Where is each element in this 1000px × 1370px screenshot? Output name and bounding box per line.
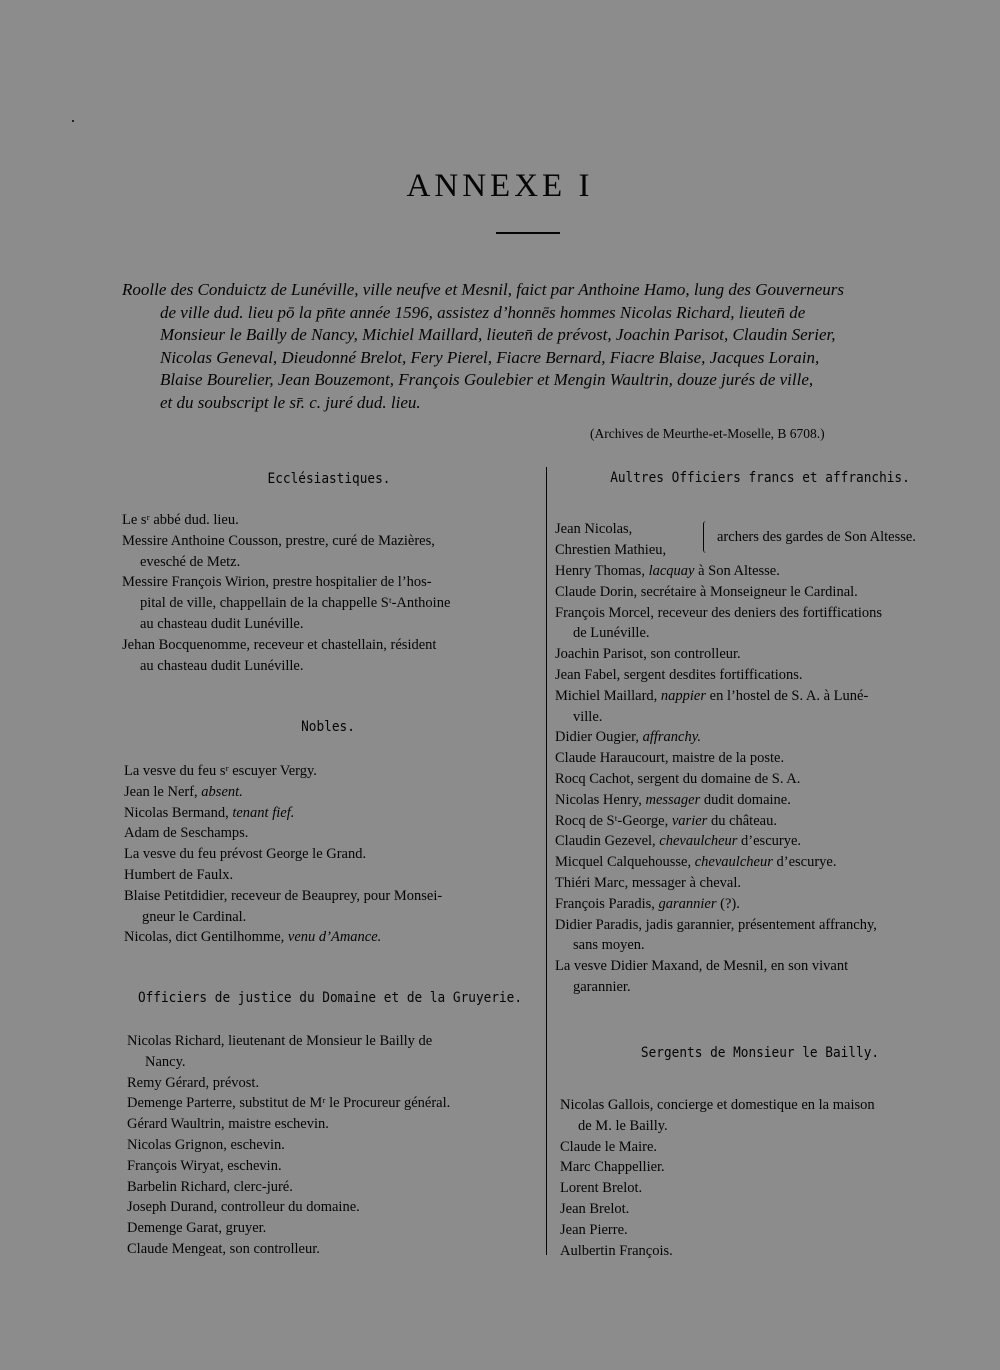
list-item (555, 894, 882, 915)
list-item-text: pital de ville, chappellain de la chappelle Sᵗ-Anthoine (140, 595, 451, 612)
list-item (555, 748, 882, 769)
list-item (555, 603, 882, 624)
list-item-text: Blaise Petitdidier, receveur de Beauprey, pour Monsei- (124, 887, 443, 904)
section-title-ecclesiastiques: Ecclésiastiques. (267, 471, 391, 487)
list-ecclesiastiques (122, 510, 450, 676)
list-item-text: Remy Gérard, prévost. (127, 1074, 260, 1091)
list-item-text: Claudin Gezevel, (555, 833, 660, 850)
list-item (124, 803, 442, 824)
list-item-text: Marc Chappellier. (560, 1159, 665, 1176)
list-item-text: Demenge Parterre, substitut de Mʳ le Procureur général. (127, 1095, 451, 1112)
list-item (122, 593, 450, 614)
list-item-text-after: en l’hostel de S. A. à Luné- (706, 687, 869, 704)
list-aultres-officiers (555, 519, 916, 998)
list-item-text: Adam de Seschamps. (124, 825, 249, 842)
list-item (124, 782, 442, 803)
list-item (122, 656, 450, 677)
list-item (555, 623, 882, 644)
list-item-text: Nicolas, dict Gentilhomme, (124, 929, 288, 946)
list-item-text-after: dudit domaine. (700, 791, 791, 808)
list-item-text: Demenge Garat, gruyer. (127, 1220, 267, 1237)
list-item (555, 665, 882, 686)
list-item (122, 531, 450, 552)
list-item (124, 844, 442, 865)
list-item: Jean Nicolas, (555, 521, 633, 537)
list-item-text: Lorent Brelot. (560, 1180, 643, 1197)
list-item-text: Nancy. (145, 1053, 186, 1070)
list-item-emphasis: messager (645, 791, 701, 808)
list-item-text: Nicolas Grignon, eschevin. (127, 1136, 285, 1153)
list-item-text: François Wiryat, eschevin. (127, 1157, 282, 1174)
list-item-text: Joachin Parisot, son controlleur. (555, 646, 741, 663)
list-item-text: Nicolas Bermand, (124, 804, 233, 821)
list-item (555, 707, 882, 728)
list-item (555, 561, 882, 582)
list-item-text: Claude Haraucourt, maistre de la poste. (555, 750, 785, 767)
list-item-text: Jean Pierre. (560, 1221, 628, 1238)
list-item (124, 886, 442, 907)
list-item (122, 614, 450, 635)
list-item-text: ville. (573, 708, 603, 725)
intro-line: et du soubscript le sr̄. c. juré dud. lieu. (160, 392, 421, 412)
list-item (127, 1218, 450, 1239)
list-item-text: Claude Dorin, secrétaire à Monseigneur le Cardinal. (555, 583, 858, 600)
list-item (124, 927, 442, 948)
list-item-text: Jehan Bocquenomme, receveur et chastellain, résident (122, 636, 437, 653)
list-item (127, 1197, 450, 1218)
list-item-text: Le sʳ abbé dud. lieu. (122, 512, 239, 528)
section-title-officiers-justice: Officiers de justice du Domaine et de la Gruyerie. (137, 990, 523, 1006)
list-item-text: Aulbertin François. (560, 1242, 673, 1259)
list-item (555, 582, 882, 603)
list-item-emphasis: absent. (201, 783, 243, 800)
list-item (560, 1199, 875, 1220)
list-item-text: de M. le Bailly. (578, 1117, 668, 1134)
list-item-emphasis: lacquay (648, 563, 695, 579)
list-item-text: Gérard Waultrin, maistre eschevin. (127, 1116, 329, 1133)
list-item-text: Nicolas Henry, (555, 791, 646, 808)
list-item (127, 1177, 450, 1198)
list-item-text: Jean Fabel, sergent desdites fortiffications. (555, 666, 803, 683)
list-item-text-after: d’escurye. (772, 854, 837, 871)
list-item (555, 790, 882, 811)
list-item-text: François Morcel, receveur des deniers des fortiffications (555, 604, 883, 621)
list-item-text: gneur le Cardinal. (142, 908, 247, 925)
section-title-nobles: Nobles. (301, 719, 355, 735)
list-item (127, 1114, 450, 1135)
page-title: ANNEXE I (406, 168, 594, 204)
list-item (124, 761, 442, 782)
archers-bracket-group (555, 519, 916, 559)
list-item-text: Messire Anthoine Cousson, prestre, curé de Mazières, (122, 532, 435, 549)
list-item (555, 769, 882, 790)
list-item (127, 1052, 450, 1073)
list-item (122, 572, 450, 593)
list-item-text: sans moyen. (573, 937, 645, 954)
list-item-text: Nicolas Richard, lieutenant de Monsieur le Bailly de (127, 1033, 433, 1049)
list-item-text: Messire François Wirion, prestre hospitalier de l’hos- (122, 574, 432, 591)
list-item (127, 1093, 450, 1114)
list-item-text-after: d’escurye. (737, 833, 802, 850)
brace-mark (703, 521, 709, 553)
aultres-lines (555, 561, 882, 998)
list-item (555, 915, 882, 936)
list-item-text: Jean Brelot. (560, 1200, 630, 1217)
archers-role: archers des gardes de Son Altesse. (717, 529, 916, 545)
list-item (124, 823, 442, 844)
intro-paragraph (122, 279, 967, 414)
list-item-text: Thiéri Marc, messager à cheval. (555, 874, 741, 891)
section-title-aultres-officiers: Aultres Officiers francs et affranchis. (610, 470, 910, 486)
list-item-emphasis: chevaulcheur (694, 854, 773, 871)
list-item (555, 935, 882, 956)
list-item (555, 852, 882, 873)
list-item-text: Didier Paradis, jadis garannier, présentement affranchy, (555, 916, 877, 933)
list-item-text: La vesve du feu sʳ escuyer Vergy. (124, 763, 317, 779)
archers-names (555, 519, 666, 561)
list-item (555, 686, 882, 707)
list-item (555, 811, 882, 832)
list-item-emphasis: tenant fief. (232, 804, 295, 821)
list-item-text: Claude le Maire. (560, 1138, 658, 1155)
list-item (122, 552, 450, 573)
list-item-text: Rocq Cachot, sergent du domaine de S. A. (555, 770, 801, 787)
list-item-text-after: du château. (707, 812, 777, 829)
list-item-text: Didier Ougier, (555, 729, 643, 746)
print-speck (72, 120, 74, 122)
list-item-text-after: à Son Altesse. (694, 563, 780, 579)
list-officiers-justice (127, 1031, 450, 1260)
list-item-text: Claude Mengeat, son controlleur. (127, 1240, 320, 1257)
archive-citation: (Archives de Meurthe-et-Moselle, B 6708.) (590, 426, 825, 441)
list-item (122, 635, 450, 656)
list-item (127, 1031, 450, 1052)
list-item (555, 644, 882, 665)
list-item-text: La vesve Didier Maxand, de Mesnil, en son vivant (555, 958, 849, 975)
list-item (124, 865, 442, 886)
section-title-sergents: Sergents de Monsieur le Bailly. (640, 1045, 880, 1061)
list-sergents (560, 1095, 875, 1261)
list-item-text: Michiel Maillard, (555, 687, 661, 704)
list-item-text: garannier. (573, 978, 631, 995)
list-item-text: au chasteau dudit Lunéville. (140, 657, 304, 674)
list-item-emphasis: venu d’Amance. (287, 929, 382, 946)
column-divider (546, 467, 547, 1255)
list-item (555, 977, 882, 998)
list-item-text: François Paradis, (555, 895, 659, 912)
list-item (560, 1241, 875, 1262)
list-item-text: Jean le Nerf, (124, 783, 202, 800)
list-item-text-after: (?). (716, 895, 740, 912)
list-item (560, 1137, 875, 1158)
list-item-emphasis: chevaulcheur (659, 833, 738, 850)
list-item (555, 873, 882, 894)
list-item-text: Rocq de Sᵗ-George, (555, 812, 672, 829)
intro-line: Roolle des Conduictz de Lunéville, ville neufve et Mesnil, faict par Anthoine Hamo, lung des Gouverneurs (122, 280, 845, 299)
list-item (560, 1095, 875, 1116)
list-item-emphasis: varier (671, 812, 708, 829)
list-item-emphasis: affranchy. (642, 729, 702, 746)
list-item (555, 956, 882, 977)
list-item-text: Micquel Calquehousse, (555, 854, 695, 871)
list-item (560, 1220, 875, 1241)
list-item (127, 1135, 450, 1156)
intro-line: Nicolas Geneval, Dieudonné Brelot, Fery Pierel, Fiacre Bernard, Fiacre Blaise, Jacques Lorain, (160, 347, 820, 367)
list-item-text: Barbelin Richard, clerc-juré. (127, 1178, 293, 1195)
list-item-text: Henry Thomas, (555, 563, 649, 579)
title-rule (496, 232, 560, 234)
list-item (127, 1239, 450, 1260)
list-item (560, 1157, 875, 1178)
list-item (122, 510, 450, 531)
list-item-text: evesché de Metz. (140, 553, 241, 570)
list-item-emphasis: nappier (660, 687, 707, 704)
list-item-emphasis: garannier (658, 895, 717, 912)
list-item-text: au chasteau dudit Lunéville. (140, 615, 304, 632)
list-item-text: de Lunéville. (573, 625, 650, 642)
list-item (127, 1073, 450, 1094)
list-item: Chrestien Mathieu, (555, 541, 667, 558)
list-item (555, 727, 882, 748)
list-item (127, 1156, 450, 1177)
list-item (124, 907, 442, 928)
intro-line: Monsieur le Bailly de Nancy, Michiel Maillard, lieuten̄ de prévost, Joachin Parisot, Claudin Serier, (160, 325, 836, 344)
list-nobles (124, 761, 442, 948)
list-item-text: Nicolas Gallois, concierge et domestique en la maison (560, 1097, 875, 1113)
list-item (560, 1178, 875, 1199)
intro-line: Blaise Bourelier, Jean Bouzemont, François Goulebier et Mengin Waultrin, douze jurés de ville, (160, 370, 814, 389)
list-item-text: Joseph Durand, controlleur du domaine. (127, 1199, 360, 1216)
intro-line: de ville dud. lieu pō la pn̄te année 1596, assistez d’honnēs hommes Nicolas Richard, lieuten̄ de (160, 302, 806, 322)
list-item-text: La vesve du feu prévost George le Grand. (124, 846, 367, 863)
list-item (560, 1116, 875, 1137)
list-item (555, 831, 882, 852)
list-item-text: Humbert de Faulx. (124, 866, 234, 883)
